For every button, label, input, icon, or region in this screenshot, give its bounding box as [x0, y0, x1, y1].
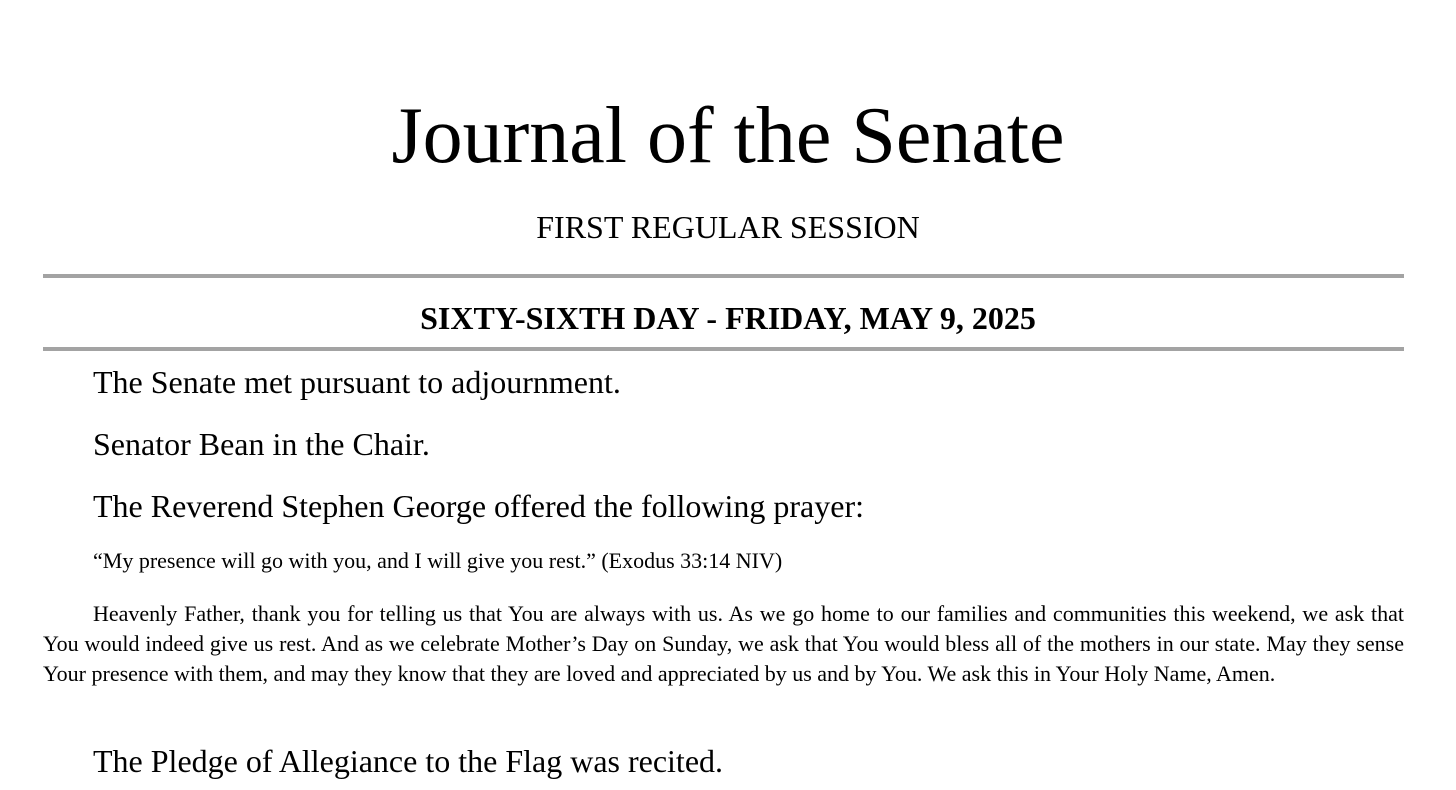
- bottom-divider: [43, 347, 1404, 351]
- prayer-text: Heavenly Father, thank you for telling us that You are always with us. As we go home to our families and communities this weekend, we ask that You would indeed give us rest. And as we celebrate Mother’s Day on Sunday, we ask that You would bless all of the mothers in our state. May they sense Your presence with them, and may they know that they are loved and appreciated by us and by You. We ask this in Your Holy Name, Amen.: [43, 601, 1404, 686]
- prayer-intro: The Reverend Stephen George offered the following prayer:: [93, 488, 864, 524]
- session-label: FIRST REGULAR SESSION: [536, 209, 920, 245]
- adjournment-statement: The Senate met pursuant to adjournment.: [93, 364, 621, 400]
- top-divider: [43, 274, 1404, 278]
- journal-title: Journal of the Senate: [391, 92, 1065, 180]
- scripture-quote: “My presence will go with you, and I will give you rest.” (Exodus 33:14 NIV): [93, 548, 783, 573]
- chair-statement: Senator Bean in the Chair.: [93, 426, 430, 462]
- day-heading: SIXTY-SIXTH DAY - FRIDAY, MAY 9, 2025: [420, 300, 1036, 336]
- pledge-statement: The Pledge of Allegiance to the Flag was recited.: [93, 743, 724, 779]
